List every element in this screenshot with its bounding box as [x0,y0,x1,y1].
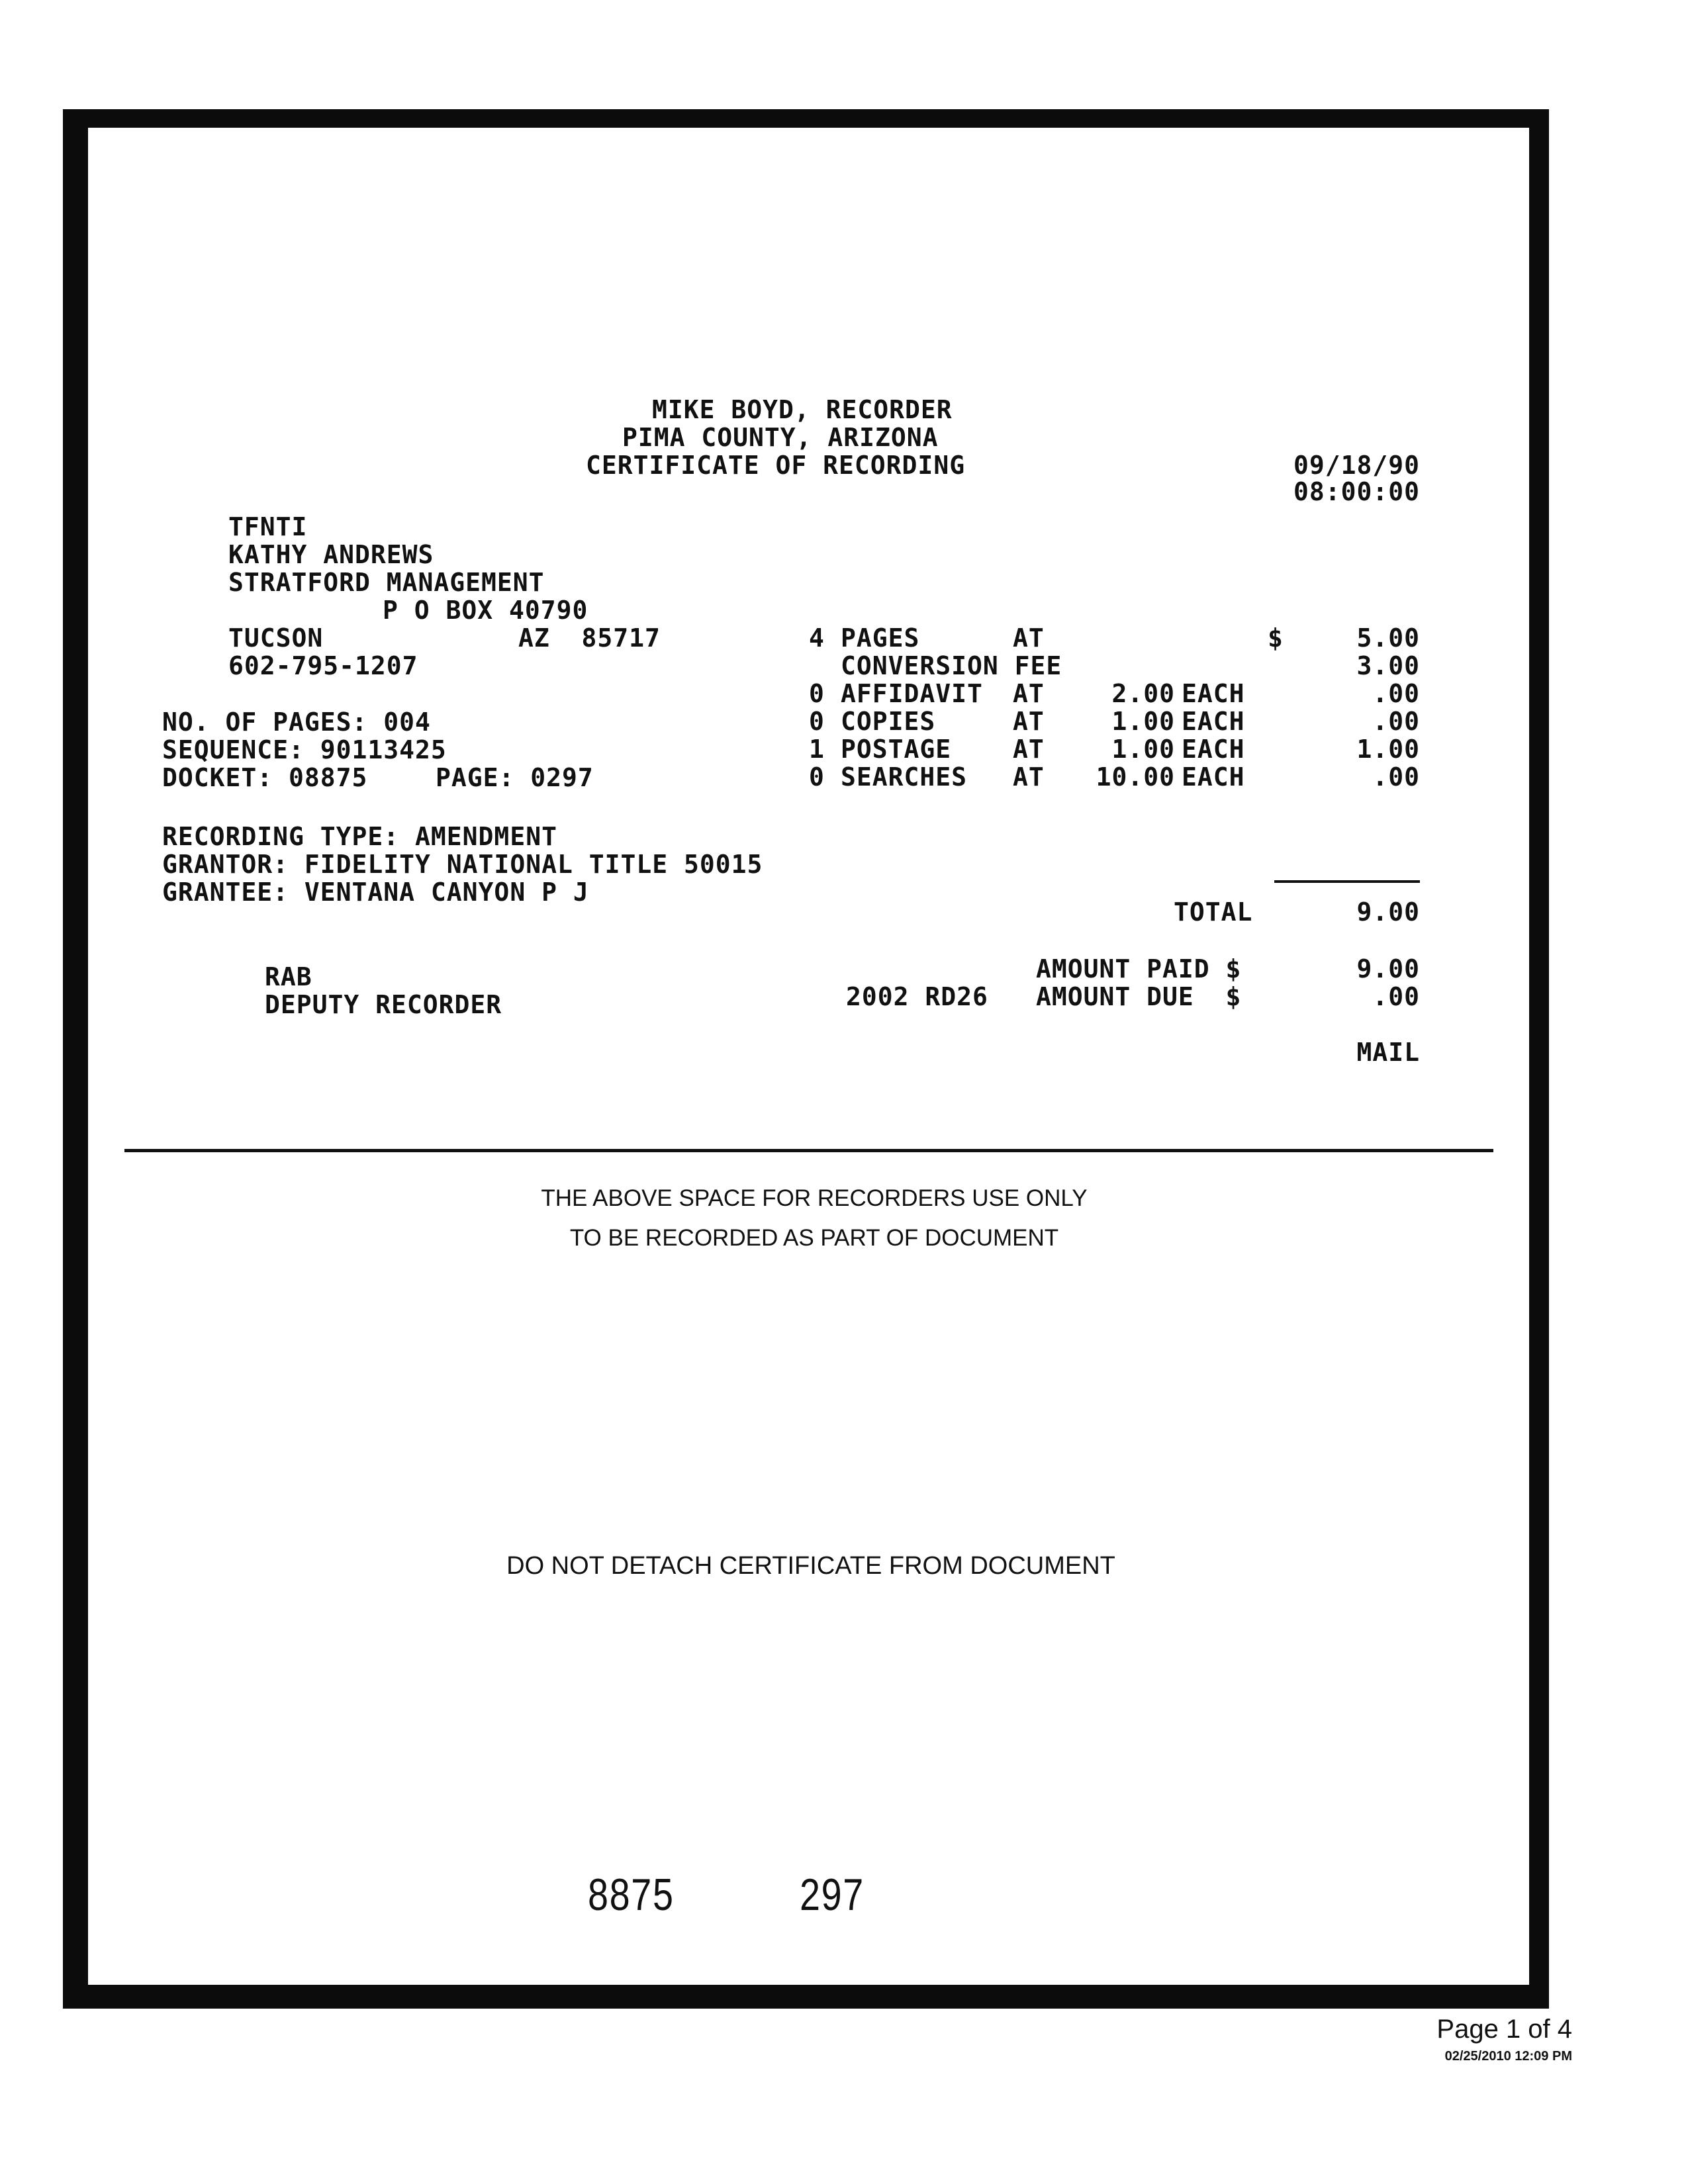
docket-number: DOCKET: 08875 [162,763,368,792]
recipient-city: TUCSON [228,623,324,653]
part-of-document-notice: TO BE RECORDED AS PART OF DOCUMENT [569,1225,1059,1251]
fee-qty: 4 [809,623,825,653]
recipient-code: TFNTI [228,512,308,541]
recipient-phone: 602-795-1207 [228,651,418,680]
page-number: PAGE: 0297 [436,763,594,792]
fee-item: COPIES [841,707,936,736]
print-timestamp: 02/25/2010 12:09 PM [1444,2049,1572,2064]
fee-at: AT [1013,707,1045,736]
fee-rate: 1.00 [1111,707,1175,736]
deputy-title: DEPUTY RECORDER [265,990,502,1019]
fee-qty: 0 [809,762,825,792]
amount-paid: 9.00 [1356,954,1420,983]
stamped-page-number: 297 [800,1870,865,1920]
fee-amount: .00 [1372,762,1420,792]
recipient-pobox: P O BOX 40790 [383,596,588,625]
amount-paid-label: AMOUNT PAID $ [1036,954,1242,983]
recipient-state-zip: AZ 85717 [518,623,661,653]
recipient-name: KATHY ANDREWS [228,540,434,569]
fee-rate: 1.00 [1111,735,1175,764]
fee-item: CONVERSION FEE [841,651,1062,680]
dollar-sign: $ [1268,623,1284,653]
fee-amount: 1.00 [1356,735,1420,764]
grantee: GRANTEE: VENTANA CANYON P J [162,878,589,907]
total-amount: 9.00 [1356,897,1420,927]
fee-item: SEARCHES [841,762,968,792]
register-code: 2002 RD26 [846,982,988,1011]
fee-amount: 3.00 [1356,651,1420,680]
amount-due-label: AMOUNT DUE $ [1036,982,1242,1011]
recording-type: RECORDING TYPE: AMENDMENT [162,822,557,851]
stamped-docket-number: 8875 [588,1870,675,1920]
fee-qty: 0 [809,707,825,736]
recorder-name: MIKE BOYD, RECORDER [652,395,953,424]
fee-item: PAGES [841,623,920,653]
deputy-initials: RAB [265,962,312,991]
total-underline [1274,880,1420,883]
fee-qty: 1 [809,735,825,764]
number-of-pages: NO. OF PAGES: 004 [162,707,431,737]
fee-amount: .00 [1372,679,1420,708]
fee-at: AT [1013,735,1045,764]
fee-each: EACH [1182,762,1245,792]
recorder-area-separator [124,1149,1493,1152]
recorders-use-notice: THE ABOVE SPACE FOR RECORDERS USE ONLY [541,1185,1088,1211]
grantor: GRANTOR: FIDELITY NATIONAL TITLE 50015 [162,850,763,879]
fee-at: AT [1013,623,1045,653]
sequence-number: SEQUENCE: 90113425 [162,735,447,764]
fee-each: EACH [1182,735,1245,764]
fee-item: POSTAGE [841,735,952,764]
delivery-method: MAIL [1356,1038,1420,1067]
fee-at: AT [1013,679,1045,708]
recording-time: 08:00:00 [1293,477,1420,506]
fee-each: EACH [1182,707,1245,736]
page-of-indicator: Page 1 of 4 [1436,2015,1572,2044]
fee-qty: 0 [809,679,825,708]
fee-at: AT [1013,762,1045,792]
certificate-title: CERTIFICATE OF RECORDING [586,451,966,480]
fee-each: EACH [1182,679,1245,708]
fee-rate: 2.00 [1111,679,1175,708]
recording-date: 09/18/90 [1293,451,1420,480]
fee-amount: .00 [1372,707,1420,736]
recipient-company: STRATFORD MANAGEMENT [228,568,545,597]
county-name: PIMA COUNTY, ARIZONA [622,423,939,452]
total-label: TOTAL [1174,897,1253,927]
fee-amount: 5.00 [1356,623,1420,653]
fee-rate: 10.00 [1096,762,1175,792]
do-not-detach-notice: DO NOT DETACH CERTIFICATE FROM DOCUMENT [506,1552,1115,1580]
amount-due: .00 [1372,982,1420,1011]
fee-item: AFFIDAVIT [841,679,983,708]
